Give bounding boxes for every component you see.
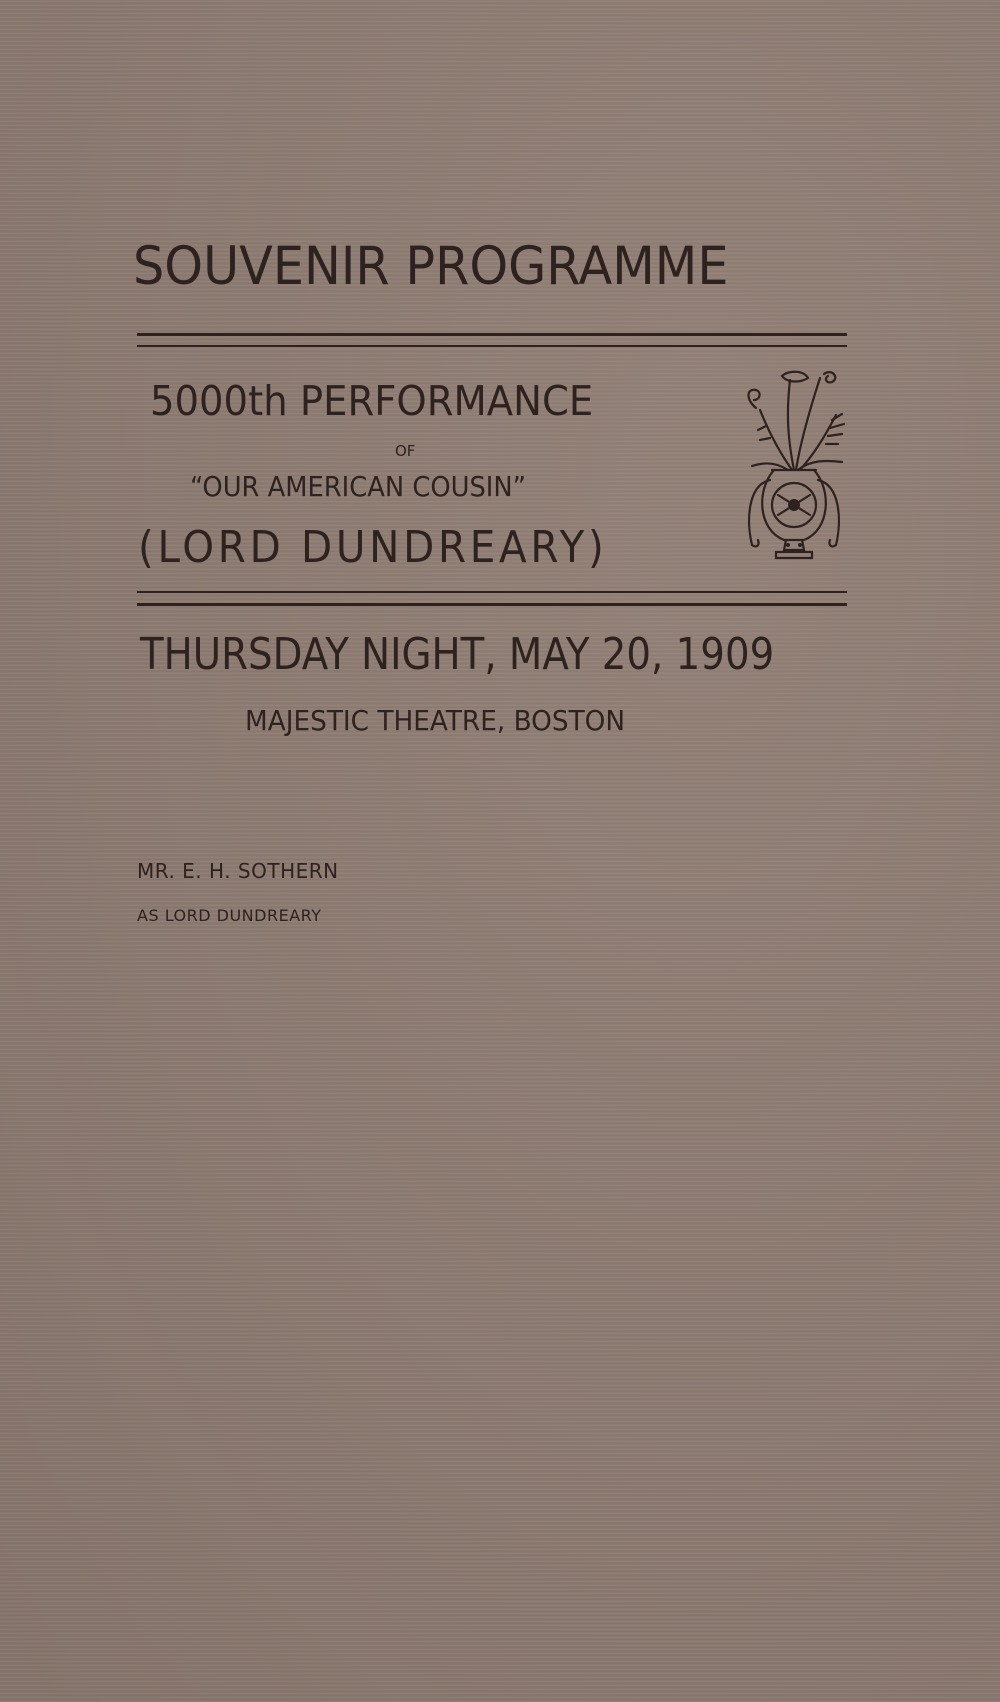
play-subtitle: (LORD DUNDREARY) [138, 522, 608, 573]
play-title: “OUR AMERICAN COUSIN” [190, 470, 527, 503]
top-rule-lower [137, 345, 847, 347]
top-rule-upper [137, 333, 847, 336]
performance-heading: 5000th PERFORMANCE [150, 377, 594, 425]
actor-name: MR. E. H. SOTHERN [137, 859, 339, 883]
flower-vase-ornament-icon [738, 370, 850, 570]
bottom-rule-lower [137, 603, 847, 606]
performance-date: THURSDAY NIGHT, MAY 20, 1909 [140, 629, 775, 680]
venue-name: MAJESTIC THEATRE, BOSTON [245, 704, 626, 737]
programme-title: SOUVENIR PROGRAMME [133, 236, 729, 297]
of-label: OF [395, 442, 416, 460]
bottom-rule-upper [137, 591, 847, 593]
actor-role: AS LORD DUNDREARY [137, 906, 322, 925]
